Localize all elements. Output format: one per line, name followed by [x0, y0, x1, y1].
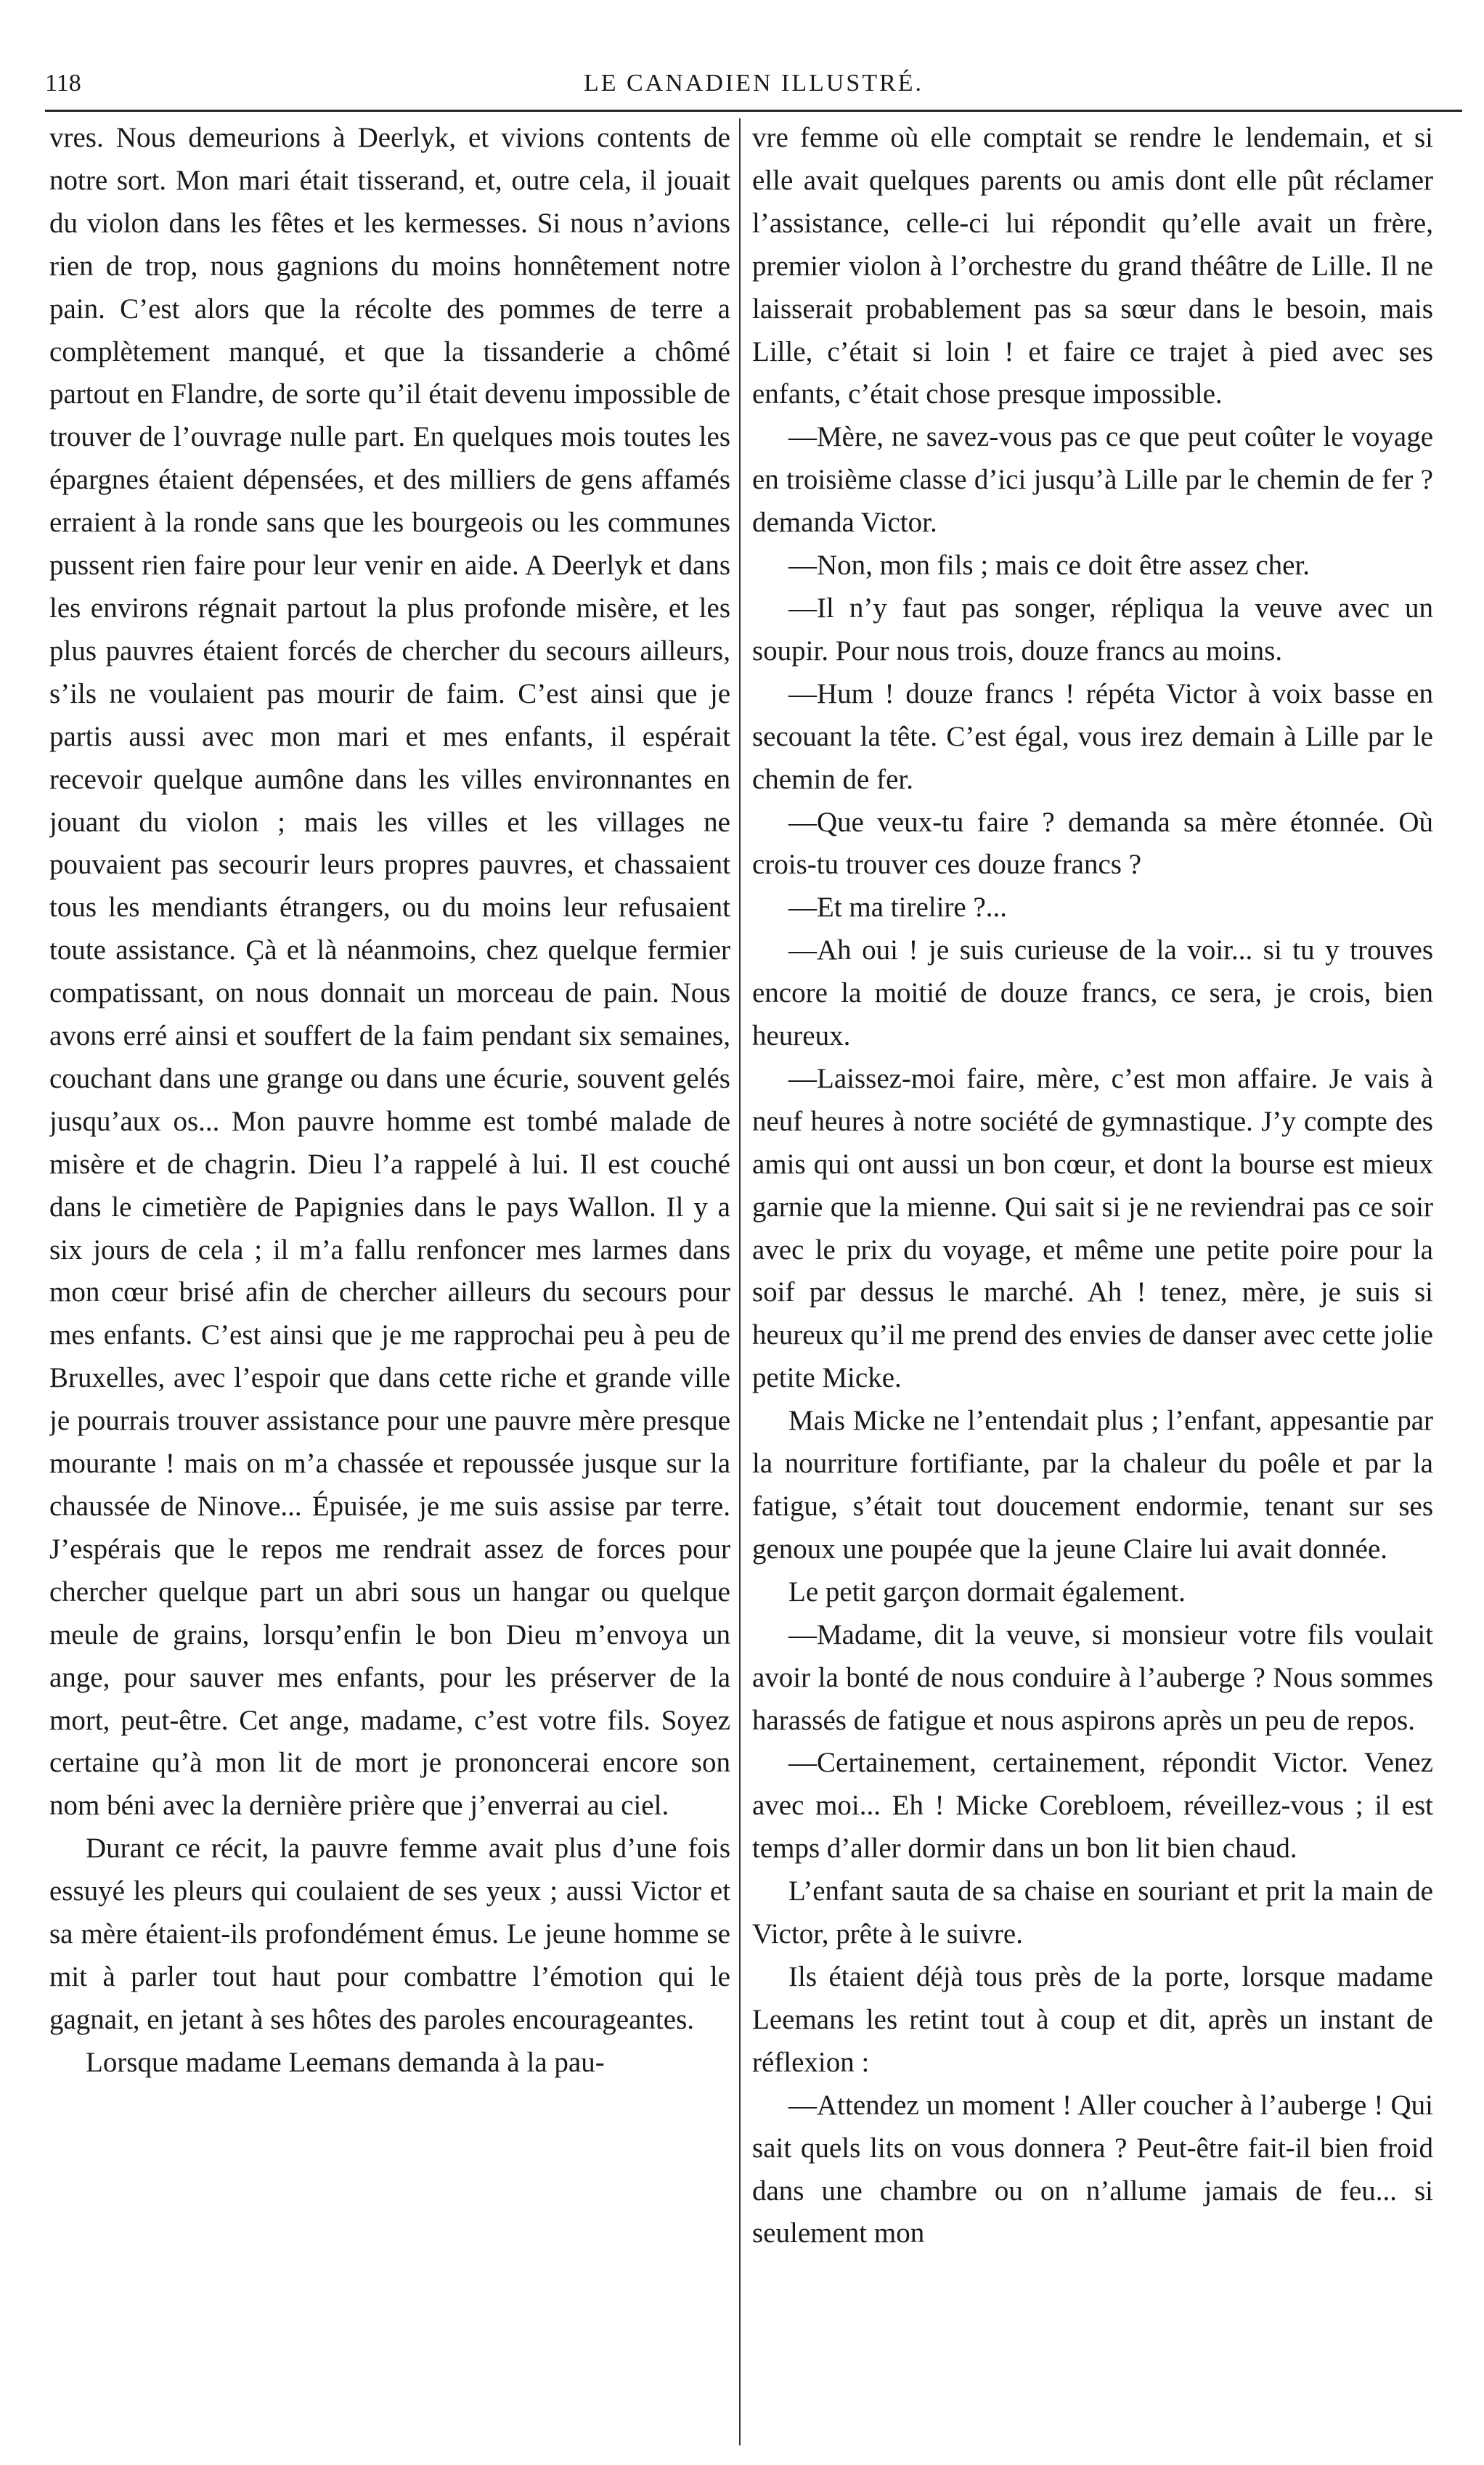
header-rule [45, 110, 1462, 112]
paragraph: vres. Nous demeurions à Deerlyk, et vivions contents de notre sort. Mon mari était tisserand, et, outre cela, il jouait du violon dans les fêtes et les kermesses. Si nous n’avions rien de trop, nous gagnions du moins honnêtement notre pain. C’est alors que la récolte des pommes de terre a complètement manqué, et que la tissanderie a chômé partout en Flandre, de sorte qu’il était devenu impossible de trouver de l’ouvrage nulle part. En quelques mois toutes les épargnes étaient dépensées, et des milliers de gens affamés erraient à la ronde sans que les bourgeois ou les communes pussent rien faire pour leur venir en aide. A Deerlyk et dans les environs régnait partout la plus profonde misère, et les plus pauvres étaient forcés de chercher du secours ailleurs, s’ils ne voulaient pas mourir de faim. C’est ainsi que je partis aussi avec mon mari et mes enfants, il espérait recevoir quelque aumône dans les villes environnantes en jouant du violon ; mais les villes et les villages ne pouvaient pas secourir leurs propres pauvres, et chassaient tous les mendiants étrangers, ou du moins leur refusaient toute assistance. Çà et là néanmoins, chez quelque fermier compatissant, on nous donnait un morceau de pain. Nous avons erré ainsi et souffert de la faim pendant six semaines, couchant dans une grange ou dans une écurie, souvent gelés jusqu’aux os... Mon pauvre homme est tombé malade de misère et de chagrin. Dieu l’a rappelé à lui. Il est couché dans le cimetière de Papignies dans le pays Wallon. Il y a six jours de cela ; il m’a fallu renfoncer mes larmes dans mon cœur brisé afin de chercher ailleurs du secours pour mes enfants. C’est ainsi que je me rapprochai peu à peu de Bruxelles, avec l’espoir que dans cette riche et grande ville je pourrais trouver assistance pour une pauvre mère presque mourante ! mais on m’a chassée et repoussée jusque sur la chaussée de Ninove... Épuisée, je me suis assise par terre. J’espérais que le repos me rendrait assez de forces pour chercher quelque part un abri sous un hangar ou quelque meule de grains, lorsqu’enfin le bon Dieu m’envoya un ange, pour sauver mes enfants, pour les préserver de la mort, peut-être. Cet ange, madame, c’est votre fils. Soyez certaine qu’à mon lit de mort je prononcerai encore son nom béni avec la dernière prière que j’enverrai au ciel. [49, 122, 730, 1822]
paragraph: Ils étaient déjà tous près de la porte, lorsque madame Leemans les retint tout à coup et dit, après un instant de réflexion : [752, 1960, 1433, 2078]
column-divider [739, 118, 741, 2445]
paragraph: Durant ce récit, la pauvre femme avait plus d’une fois essuyé les pleurs qui coulaient de ses yeux ; aussi Victor et sa mère étaient-ils profondément émus. Le jeune homme se mit à parler tout haut pour combattre l’émotion qui le gagnait, en jetant à ses hôtes des paroles encourageantes. [49, 1833, 730, 2035]
paragraph: Le petit garçon dormait également. [788, 1576, 1186, 1608]
paragraph: —Hum ! douze francs ! répéta Victor à voix basse en secouant la tête. C’est égal, vous irez demain à Lille par le chemin de fer. [752, 677, 1433, 795]
journal-title: LE CANADIEN ILLUSTRÉ. [583, 70, 924, 97]
paragraph: —Certainement, certainement, répondit Victor. Venez avec moi... Eh ! Micke Corebloem, réveillez-vous ; il est temps d’aller dormir dans un bon lit bien chaud. [752, 1747, 1433, 1865]
paragraph: —Ah oui ! je suis curieuse de la voir... si tu y trouves encore la moitié de douze francs, ce sera, je crois, bien heureux. [752, 934, 1433, 1052]
paragraph: vre femme où elle comptait se rendre le lendemain, et si elle avait quelques parents ou amis dont elle pût réclamer l’assistance, celle-ci lui répondit qu’elle avait un frère, premier violon à l’orchestre du grand théâtre de Lille. Il ne laisserait probablement pas sa sœur dans le besoin, mais Lille, c’était si loin ! et faire ce trajet à pied avec ses enfants, c’était chose presque impossible. [752, 122, 1433, 410]
paragraph: —Il n’y faut pas songer, répliqua la veuve avec un soupir. Pour nous trois, douze francs au moins. [752, 592, 1433, 667]
paragraph: —Attendez un moment ! Aller coucher à l’auberge ! Qui sait quels lits on vous donnera ? Peut-être fait-il bien froid dans une chambre ou on n’allume jamais de feu... si seulement mon [752, 2089, 1433, 2249]
page-header [45, 62, 1462, 106]
page-number: 118 [45, 70, 81, 97]
paragraph: Lorsque madame Leemans demanda à la pau- [86, 2046, 605, 2078]
paragraph: —Mère, ne savez-vous pas ce que peut coûter le voyage en troisième classe d’ici jusqu’à Lille par le chemin de fer ? demanda Victor. [752, 421, 1433, 539]
paragraph: —Madame, dit la veuve, si monsieur votre fils voulait avoir la bonté de nous conduire à l’auberge ? Nous sommes harassés de fatigue et nous aspirons après un peu de repos. [752, 1618, 1433, 1736]
paragraph: L’enfant sauta de sa chaise en souriant et prit la main de Victor, prête à le suivre. [752, 1875, 1433, 1950]
right-column [752, 117, 1433, 2448]
paragraph: —Non, mon fils ; mais ce doit être assez cher. [788, 550, 1310, 582]
left-column [49, 117, 730, 2448]
paragraph: —Laissez-moi faire, mère, c’est mon affaire. Je vais à neuf heures à notre société de gymnastique. J’y compte des amis qui ont aussi un bon cœur, et dont la bourse est mieux garnie que la mienne. Qui sait si je ne reviendrai pas ce soir avec le prix du voyage, et même une petite poire pour la soif par dessus le marché. Ah ! tenez, mère, je suis si heureux qu’il me prend des envies de danser avec cette jolie petite Micke. [752, 1062, 1433, 1394]
paragraph: Mais Micke ne l’entendait plus ; l’enfant, appesantie par la nourriture fortifiante, par la chaleur du poêle et par la fatigue, s’était tout doucement endormie, tenant sur ses genoux une poupée que la jeune Claire lui avait donnée. [752, 1405, 1433, 1565]
paragraph: —Et ma tirelire ?... [788, 892, 1008, 924]
paragraph: —Que veux-tu faire ? demanda sa mère étonnée. Où crois-tu trouver ces douze francs ? [752, 806, 1433, 881]
